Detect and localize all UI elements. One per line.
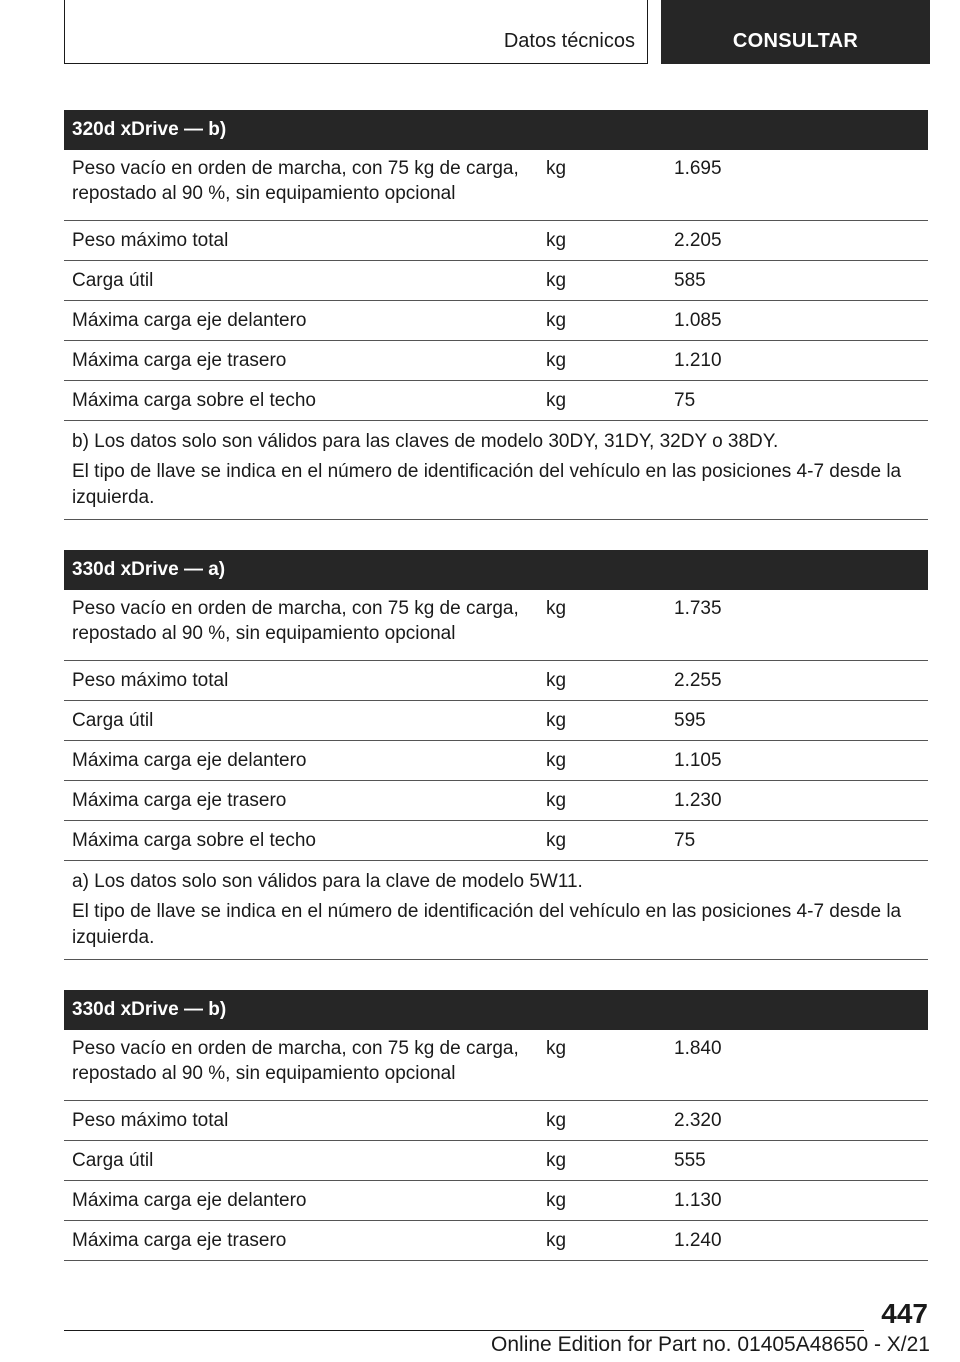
spec-block-330d-xdrive-a bbox=[64, 550, 928, 960]
row-unit: kg bbox=[546, 790, 567, 811]
row-label: Carga útil bbox=[72, 710, 154, 731]
row-label: Máxima carga eje trasero bbox=[72, 790, 287, 811]
block-notes bbox=[64, 861, 928, 960]
row-label: Máxima carga eje delantero bbox=[72, 1190, 307, 1211]
row-unit: kg bbox=[546, 270, 567, 291]
row-value: 1.695 bbox=[674, 158, 722, 179]
row-label: Peso vacío en orden de marcha, con 75 kg de carga, repostado al 90 %, sin equipamiento opcional bbox=[72, 158, 519, 204]
block-notes bbox=[64, 421, 928, 520]
footnote: El tipo de llave se indica en el número de identificación del vehículo en las posiciones 4-7 desde la izquierda. bbox=[72, 901, 902, 948]
row-value: 1.840 bbox=[674, 1038, 722, 1059]
table-row bbox=[64, 1101, 928, 1141]
row-value: 1.085 bbox=[674, 310, 722, 331]
row-label: Peso máximo total bbox=[72, 1110, 229, 1131]
table-row bbox=[64, 741, 928, 781]
row-label: Máxima carga eje delantero bbox=[72, 310, 307, 331]
row-label: Peso vacío en orden de marcha, con 75 kg de carga, repostado al 90 %, sin equipamiento opcional bbox=[72, 1038, 519, 1084]
table-row bbox=[64, 301, 928, 341]
spec-block-320d-xdrive-b bbox=[64, 110, 928, 520]
row-value: 1.105 bbox=[674, 750, 722, 771]
row-label: Peso vacío en orden de marcha, con 75 kg de carga, repostado al 90 %, sin equipamiento opcional bbox=[72, 598, 519, 644]
row-label: Máxima carga eje delantero bbox=[72, 750, 307, 771]
row-unit: kg bbox=[546, 1110, 567, 1131]
row-unit: kg bbox=[546, 1230, 567, 1251]
table-row bbox=[64, 381, 928, 421]
row-value: 1.230 bbox=[674, 790, 722, 811]
table-row bbox=[64, 1141, 928, 1181]
footnote: a) Los datos solo son válidos para la clave de modelo 5W11. bbox=[72, 871, 583, 892]
table-row bbox=[64, 150, 928, 221]
row-unit: kg bbox=[546, 310, 567, 331]
row-label: Peso máximo total bbox=[72, 230, 229, 251]
row-unit: kg bbox=[546, 230, 567, 251]
row-value: 1.210 bbox=[674, 350, 722, 371]
row-unit: kg bbox=[546, 750, 567, 771]
table-row bbox=[64, 221, 928, 261]
row-unit: kg bbox=[546, 710, 567, 731]
table-row bbox=[64, 261, 928, 301]
table-row bbox=[64, 701, 928, 741]
technical-data-content bbox=[64, 110, 928, 1291]
row-value: 1.130 bbox=[674, 1190, 722, 1211]
header-frame bbox=[64, 0, 648, 64]
footer-divider bbox=[64, 1330, 864, 1331]
footer-edition-text: Online Edition for Part no. 01405A48650 - X/21 bbox=[491, 1333, 930, 1356]
row-value: 2.205 bbox=[674, 230, 722, 251]
page-header bbox=[64, 0, 930, 64]
page-number: 447 bbox=[881, 1298, 928, 1329]
spec-block-330d-xdrive-b bbox=[64, 990, 928, 1261]
row-unit: kg bbox=[546, 1038, 567, 1059]
block-title: 330d xDrive — a) bbox=[64, 550, 928, 590]
table-row bbox=[64, 821, 928, 861]
table-row bbox=[64, 1221, 928, 1261]
row-value: 75 bbox=[674, 390, 696, 411]
table-row bbox=[64, 661, 928, 701]
table-row bbox=[64, 341, 928, 381]
row-unit: kg bbox=[546, 350, 567, 371]
block-title: 330d xDrive — b) bbox=[64, 990, 928, 1030]
row-value: 2.320 bbox=[674, 1110, 722, 1131]
row-value: 75 bbox=[674, 830, 696, 851]
block-title: 320d xDrive — b) bbox=[64, 110, 928, 150]
row-value: 1.240 bbox=[674, 1230, 722, 1251]
row-unit: kg bbox=[546, 1190, 567, 1211]
row-unit: kg bbox=[546, 670, 567, 691]
row-unit: kg bbox=[546, 158, 567, 179]
row-unit: kg bbox=[546, 390, 567, 411]
consult-tab[interactable]: CONSULTAR bbox=[661, 0, 930, 64]
row-unit: kg bbox=[546, 598, 567, 619]
table-row bbox=[64, 1181, 928, 1221]
footnote: b) Los datos solo son válidos para las claves de modelo 30DY, 31DY, 32DY o 38DY. bbox=[72, 431, 779, 452]
footnote: El tipo de llave se indica en el número de identificación del vehículo en las posiciones 4-7 desde la izquierda. bbox=[72, 461, 902, 508]
table-row bbox=[64, 1030, 928, 1101]
row-label: Máxima carga eje trasero bbox=[72, 1230, 287, 1251]
row-value: 2.255 bbox=[674, 670, 722, 691]
row-label: Máxima carga eje trasero bbox=[72, 350, 287, 371]
row-value: 1.735 bbox=[674, 598, 722, 619]
row-value: 585 bbox=[674, 270, 706, 291]
table-row bbox=[64, 781, 928, 821]
row-label: Peso máximo total bbox=[72, 670, 229, 691]
row-unit: kg bbox=[546, 830, 567, 851]
row-label: Máxima carga sobre el techo bbox=[72, 830, 316, 851]
row-label: Carga útil bbox=[72, 270, 154, 291]
section-title: Datos técnicos bbox=[503, 30, 635, 52]
row-label: Máxima carga sobre el techo bbox=[72, 390, 316, 411]
table-row bbox=[64, 590, 928, 661]
row-value: 555 bbox=[674, 1150, 706, 1171]
row-unit: kg bbox=[546, 1150, 567, 1171]
row-value: 595 bbox=[674, 710, 706, 731]
row-label: Carga útil bbox=[72, 1150, 154, 1171]
